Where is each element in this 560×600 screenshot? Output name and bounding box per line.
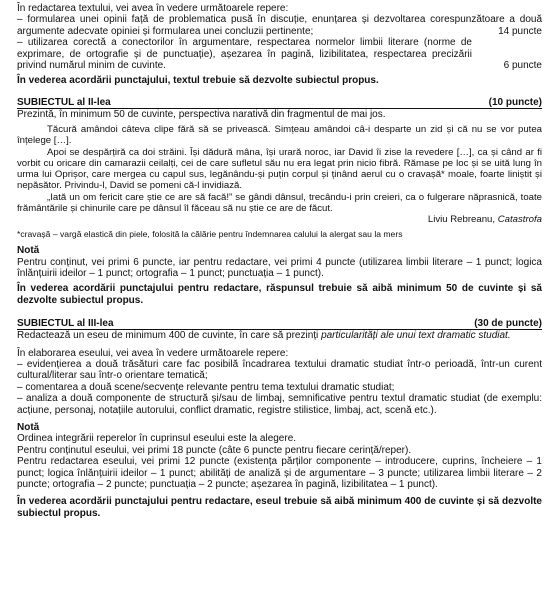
s1-item1-points: 14 puncte	[498, 25, 542, 37]
s2-points: (10 puncte)	[488, 96, 542, 108]
s1-note: În vederea acordării punctajului, textul trebuie să dezvolte subiectul propus.	[17, 75, 379, 87]
s3-header	[17, 318, 542, 330]
s2-fragment	[17, 124, 542, 225]
s1-intro: În redactarea textului, vei avea în vedere următoarele repere:	[17, 3, 289, 14]
s1-item2: – utilizarea corectă a conectorilor în argumentare, respectarea normelor limbii literare (norme de exprimare, de ortografie și de punctuație), așezarea în pagină, lizibilitatea, respectarea precizării privind numărul minim de cuvinte.	[17, 37, 472, 72]
s2-nota-text: Pentru conținut, vei primi 6 puncte, iar pentru redactare, vei primi 4 puncte (utilizarea limbii literare – 1 punct; logica înlănțuirii ideilor – 1 punct; ortografia – 1 punct; punctuația – 1 punct).	[17, 256, 542, 279]
s1-item2-points: 6 puncte	[503, 60, 542, 72]
s1-item1: – formularea unei opinii față de problematica pusă în discuție, enunțarea și dezvoltarea corespunzătoare a două argumente adecvate opiniei și formularea unei concluzii pertinente;	[17, 14, 542, 37]
s2-source	[17, 214, 542, 225]
s2-paragraph-1: Tăcură amândoi câteva clipe fără să se privească. Simțeau amândoi câ-i desparte un zid și că nu se vor putea înțelege […].	[17, 124, 542, 147]
s2-task: Prezintă, în minimum 50 de cuvinte, perspectiva narativă din fragmentul de mai jos.	[17, 108, 386, 120]
s2-paragraph-2: Apoi se despărțiră ca doi străini. Își dădură mâna, își urară noroc, iar David îi zise la revedere […], ca și când ar fi vorbit cu oricare din camarazii ceilalți, cei de care sufletul său nu era legat prin nicio fibră. Rămase pe loc și se uită lung în urma lui Oprișor, care mergea cu capul sus, legănându-și puțin corpul și ținând aerul cu o cravașă* moale, foarte liniștit și nepăsător. Privindu-l, David se pomeni că-l invidiază.	[17, 146, 542, 192]
s3-nota-title: Notă	[17, 421, 40, 433]
s3-nota-1: Ordinea integrării reperelor în cuprinsul eseului este la alegere.	[17, 433, 297, 445]
s3-nota-2: Pentru conținutul eseului, vei primi 18 puncte (câte 6 puncte pentru fiecare cerință/reper).	[17, 444, 412, 456]
s3-nota-bold: În vederea acordării punctajului pentru redactare, eseul trebuie să aibă minimum 400 de cuvinte și să dezvolte subiectul propus.	[17, 496, 542, 519]
s2-footnote: *cravașă – vargă elastică din piele, folosită la călărie pentru îndemnarea calului la alergat sau la mers	[17, 229, 403, 240]
s2-nota-bold: În vederea acordării punctajului pentru redactare, răspunsul trebuie să aibă minimum 50 de cuvinte și să dezvolte subiectul propus.	[17, 283, 542, 306]
s3-nota-3: Pentru redactarea eseului, vei primi 12 puncte (existența părților componente – introducere, cuprins, încheiere – 1 punct; logica înlănțuirii ideilor – 1 punct; abilități de analiză și de argumentare – 3 puncte; utilizarea limbii literare – 2 puncte; ortografia – 2 puncte; punctuația – 2 puncte; așezarea în pagină, lizibilitatea – 1 punct).	[17, 456, 542, 491]
s2-header	[17, 97, 542, 109]
s2-nota-title: Notă	[17, 245, 40, 257]
s2-paragraph-3: „Iată un om fericit care știe ce are să facă!” se gândi dânsul, trecându-i prin creieri, ca o fulgerare năprasnică, toate frământările și chinurile care pe dânsul îl făceau să nu știe ce are de făcut.	[17, 191, 542, 214]
s3-title: SUBIECTUL al III-lea	[17, 318, 114, 330]
s3-repere-1: – evidențierea a două trăsături care fac posibilă încadrarea textului dramatic studiat într-o perioadă, într-un curent cultural/literar sau într-o orientare tematică;	[17, 358, 542, 382]
s3-intro: În elaborarea eseului, vei avea în vedere următoarele repere:	[17, 347, 289, 359]
s2-title: SUBIECTUL al II-lea	[17, 96, 111, 108]
s2-work: Catastrofa	[497, 213, 542, 225]
s3-repere-2: – comentarea a două scene/secvențe relevante pentru tema textului dramatic studiat;	[17, 381, 395, 393]
s2-author: Liviu Rebreanu,	[427, 213, 496, 225]
s3-task: Redactează un eseu de minimum 400 de cuvinte, în care să prezinți particularități ale unui text dramatic studiat.	[17, 330, 511, 342]
s3-points: (30 de puncte)	[474, 318, 542, 330]
s3-repere-3: – analiza a două componente de structură și/sau de limbaj, semnificative pentru textul dramatic studiat (de exemplu: acțiune, personaj, notațiile autorului, conflict dramatic, registre stilistice, limbaj, act, scenă etc.).	[17, 393, 542, 416]
